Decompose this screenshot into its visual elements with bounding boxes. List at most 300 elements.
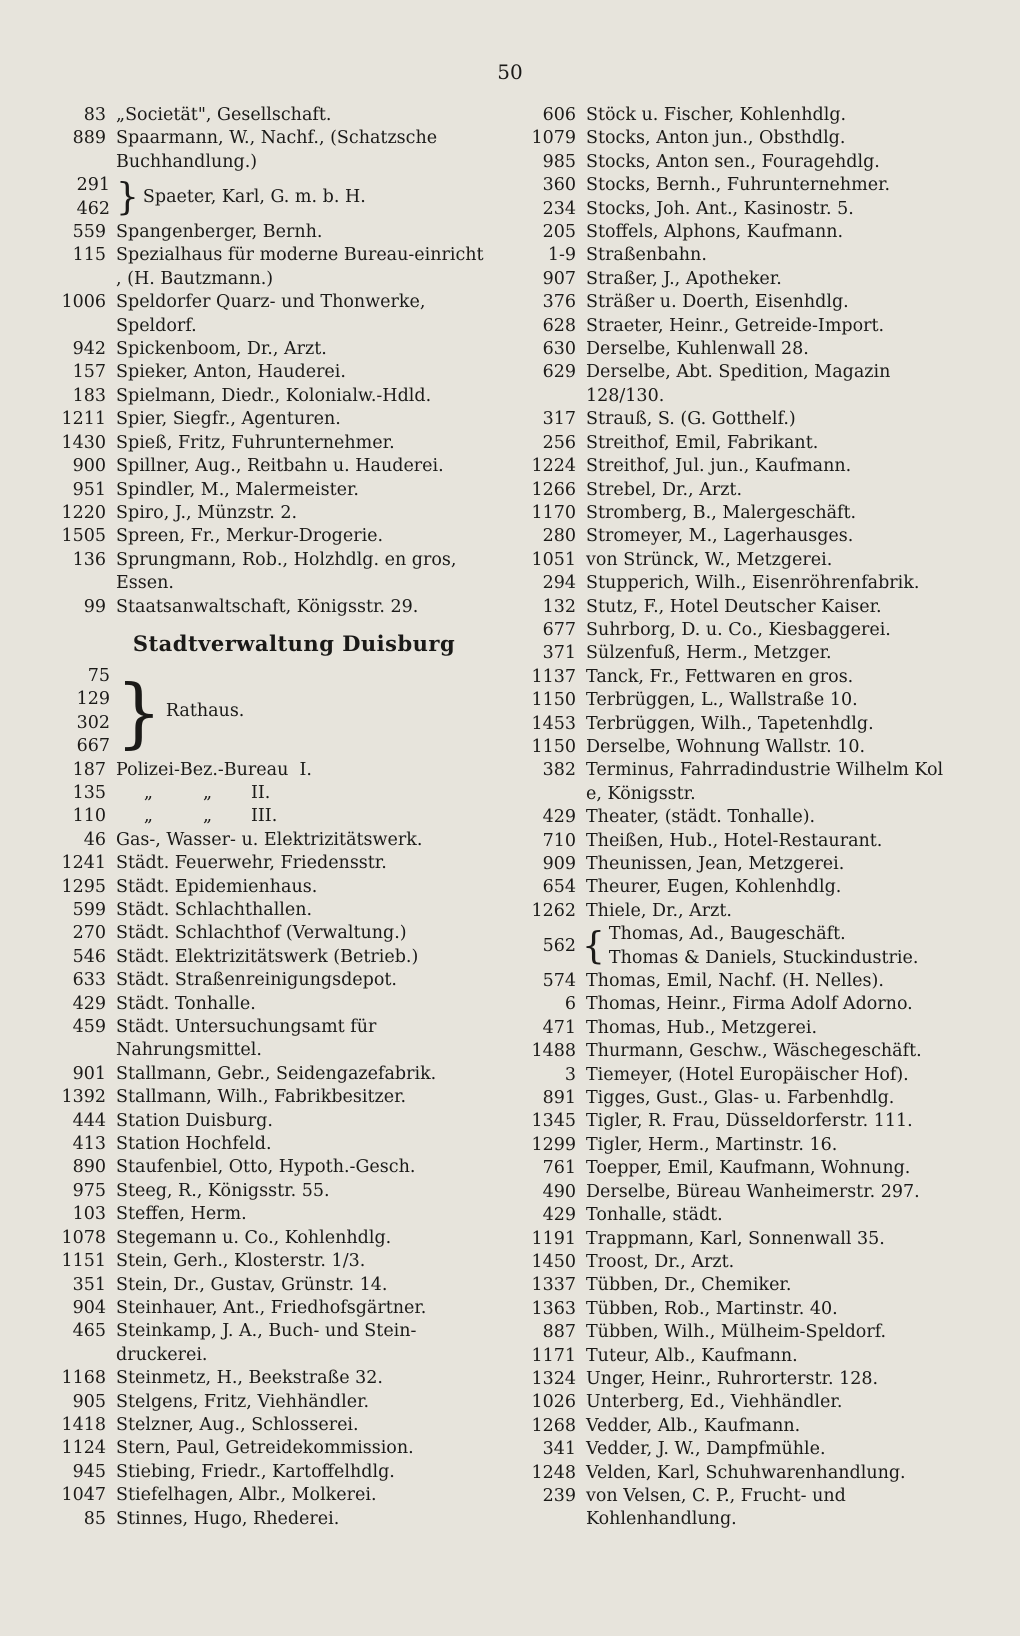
directory-entry <box>520 1321 962 1344</box>
entry-text: Thomas, Heinr., Firma Adolf Adorno. <box>586 994 913 1015</box>
entry-number: 291 <box>76 175 110 196</box>
directory-entry <box>520 1181 962 1204</box>
directory-entry <box>520 151 962 174</box>
entry-number: 382 <box>542 760 576 781</box>
entry-text: Theißen, Hub., Hotel-Restaurant. <box>586 830 883 851</box>
directory-entry <box>54 432 494 455</box>
entry-text: Toepper, Emil, Kaufmann, Wohnung. <box>586 1158 911 1179</box>
entry-text: Theurer, Eugen, Kohlenhdlg. <box>586 877 842 898</box>
directory-entry <box>520 572 962 595</box>
directory-entry <box>54 127 494 174</box>
entry-text: Tanck, Fr., Fettwaren en gros. <box>586 666 854 687</box>
entry-number: 891 <box>542 1088 576 1109</box>
entry-number: 890 <box>72 1157 106 1178</box>
entry-number: 459 <box>72 1017 106 1038</box>
directory-entry <box>520 993 962 1016</box>
directory-entry <box>54 1320 494 1367</box>
entry-text: Spier, Siegfr., Agenturen. <box>116 409 341 430</box>
entry-number: 341 <box>542 1439 576 1460</box>
grouped-entry <box>54 174 494 221</box>
entry-text: Theunissen, Jean, Metzgerei. <box>586 854 845 874</box>
entry-text: Terminus, Fahrradindustrie Wilhelm Kol e, Königsstr. <box>586 760 949 804</box>
entry-text: Tübben, Dr., Chemiker. <box>586 1275 792 1296</box>
directory-entry <box>520 853 962 876</box>
entry-number: 1266 <box>531 479 576 500</box>
directory-entry <box>54 291 494 338</box>
entry-text: Stromeyer, M., Lagerhausges. <box>586 526 854 547</box>
directory-entry <box>520 338 962 361</box>
entry-number: 945 <box>72 1461 106 1482</box>
directory-entry <box>520 268 962 291</box>
entry-number: 270 <box>72 923 106 944</box>
entry-text: Städt. Elektrizitätswerk (Betrieb.) <box>116 946 419 967</box>
directory-entry <box>520 1228 962 1251</box>
entry-number: 256 <box>542 432 576 453</box>
entry-text: von Strünck, W., Metzgerei. <box>586 549 833 570</box>
directory-entry <box>520 198 962 221</box>
directory-entry <box>520 549 962 572</box>
entry-number: 907 <box>542 268 576 289</box>
directory-entry <box>520 525 962 548</box>
entry-text: Spangenberger, Bernh. <box>116 222 323 243</box>
directory-entry <box>54 1461 494 1484</box>
entry-number: 103 <box>72 1204 106 1225</box>
entry-number: 1151 <box>61 1251 106 1272</box>
entry-text: Vedder, J. W., Dampfmühle. <box>586 1439 826 1460</box>
entry-text: Thomas, Hub., Metzgerei. <box>586 1017 818 1038</box>
directory-entry <box>54 338 494 361</box>
entry-text: Stöck u. Fischer, Kohlenhdlg. <box>586 105 847 125</box>
directory-entry <box>54 805 494 828</box>
entry-number: 667 <box>76 736 110 757</box>
entry-number: 280 <box>542 526 576 547</box>
entry-text: Velden, Karl, Schuhwarenhandlung. <box>586 1462 906 1483</box>
entry-text: Stocks, Anton sen., Fouragehdlg. <box>586 151 880 172</box>
directory-entry <box>520 455 962 478</box>
entry-text: Tuteur, Alb., Kaufmann. <box>586 1345 798 1366</box>
entry-text: Polizei-Bez.-Bureau I. <box>116 759 312 780</box>
grouped-entry <box>520 923 962 970</box>
directory-entry <box>54 385 494 408</box>
directory-entry <box>520 1110 962 1133</box>
entry-text: Thomas & Daniels, Stuckindustrie. <box>608 947 919 968</box>
directory-entry <box>54 759 494 782</box>
directory-entry <box>520 1251 962 1274</box>
entry-number: 115 <box>72 245 106 266</box>
entry-text: Stoffels, Alphons, Kaufmann. <box>586 222 844 243</box>
directory-entry <box>520 174 962 197</box>
directory-entry <box>54 525 494 548</box>
entry-number: 909 <box>542 854 576 874</box>
directory-entry <box>520 876 962 899</box>
entry-text: Straßenbahn. <box>586 245 707 266</box>
entry-text: „ „ III. <box>116 806 278 827</box>
entry-number: 444 <box>72 1110 106 1131</box>
entry-text: Thiele, Dr., Arzt. <box>586 900 732 921</box>
entry-text: Staatsanwaltschaft, Königsstr. 29. <box>116 596 419 617</box>
entry-number: 1026 <box>531 1392 576 1413</box>
directory-entry <box>520 1298 962 1321</box>
directory-entry <box>520 689 962 712</box>
directory-entry <box>520 1040 962 1063</box>
directory-entry <box>54 1367 494 1390</box>
directory-entry <box>520 1391 962 1414</box>
entry-text: Troost, Dr., Arzt. <box>586 1251 735 1272</box>
directory-entry <box>54 1016 494 1063</box>
entry-text: Städt. Schlachthof (Verwaltung.) <box>116 923 407 944</box>
entry-number: 132 <box>542 596 576 617</box>
entry-number: 1171 <box>531 1345 576 1366</box>
directory-entry <box>54 221 494 244</box>
entry-number: 360 <box>542 175 576 196</box>
entry-number: 83 <box>83 105 106 125</box>
directory-entry <box>520 596 962 619</box>
entry-text: Trappmann, Karl, Sonnenwall 35. <box>586 1228 885 1249</box>
section-heading: Stadtverwaltung Duisburg <box>132 630 456 656</box>
entry-number: 135 <box>72 782 106 803</box>
directory-entry <box>520 104 962 127</box>
directory-entry <box>520 1017 962 1040</box>
directory-entry <box>520 1368 962 1391</box>
directory-entry <box>54 549 494 596</box>
directory-entry <box>54 852 494 875</box>
entry-number: 1211 <box>61 409 106 430</box>
directory-entry <box>54 104 494 127</box>
directory-entry <box>54 1414 494 1437</box>
directory-entry <box>520 127 962 150</box>
entry-number: 413 <box>72 1134 106 1155</box>
entry-number: 205 <box>542 222 576 243</box>
directory-entry <box>520 759 962 806</box>
entry-number: 1150 <box>531 690 576 711</box>
entry-text: Stallmann, Gebr., Seidengazefabrik. <box>116 1063 437 1084</box>
entry-text: Städt. Tonhalle. <box>116 993 256 1014</box>
entry-text: Rathaus. <box>165 701 245 722</box>
entry-text: Derselbe, Büreau Wanheimerstr. 297. <box>586 1181 920 1202</box>
entry-text: Vedder, Alb., Kaufmann. <box>586 1415 801 1436</box>
entry-number: 1505 <box>61 526 106 547</box>
entry-number: 1241 <box>61 853 106 874</box>
entry-text: Sträßer u. Doerth, Eisenhdlg. <box>586 292 849 313</box>
entry-number: 129 <box>76 689 110 710</box>
directory-entry <box>520 736 962 759</box>
entry-number: 302 <box>76 712 110 733</box>
entry-text: Stallmann, Wilh., Fabrikbesitzer. <box>116 1087 407 1108</box>
entry-number: 559 <box>72 222 106 243</box>
right-column <box>520 104 962 1532</box>
entry-number: 1392 <box>61 1087 106 1108</box>
directory-entry <box>520 1204 962 1227</box>
entry-text: Streithof, Jul. jun., Kaufmann. <box>586 456 852 477</box>
entry-number: 1-9 <box>547 245 576 266</box>
entry-number: 1224 <box>531 456 576 477</box>
entry-number: 985 <box>542 151 576 172</box>
entry-text: Tübben, Rob., Martinstr. 40. <box>586 1298 838 1319</box>
directory-entry <box>54 1180 494 1203</box>
entry-text: Stelzner, Aug., Schlosserei. <box>116 1414 359 1435</box>
entry-text: Sülzenfuß, Herm., Metzger. <box>586 643 832 664</box>
entry-text: Stein, Gerh., Klosterstr. 1/3. <box>116 1251 366 1272</box>
entry-number: 351 <box>72 1274 106 1295</box>
directory-entry <box>520 1345 962 1368</box>
directory-entry <box>54 1156 494 1179</box>
entry-number: 429 <box>542 1205 576 1226</box>
directory-entry <box>520 666 962 689</box>
directory-entry <box>54 1086 494 1109</box>
entry-number: 234 <box>542 198 576 219</box>
directory-entry <box>520 1274 962 1297</box>
entry-text: Spickenboom, Dr., Arzt. <box>116 339 327 360</box>
entry-number: 761 <box>542 1158 576 1179</box>
directory-entry <box>520 361 962 408</box>
entry-text: Spielmann, Diedr., Kolonialw.-Hdld. <box>116 385 432 406</box>
entry-text: Steinmetz, H., Beekstraße 32. <box>116 1368 383 1389</box>
entry-number: 1299 <box>531 1134 576 1155</box>
entry-number: 429 <box>542 807 576 828</box>
entry-number: 46 <box>83 829 106 850</box>
directory-entry <box>54 1250 494 1273</box>
directory-entry <box>520 244 962 267</box>
directory-entry <box>54 1133 494 1156</box>
entry-text: von Velsen, C. P., Frucht- und Kohlenhandlung. <box>586 1485 852 1530</box>
entry-text: Städt. Feuerwehr, Friedensstr. <box>116 853 387 874</box>
entry-text: „Societät", Gesellschaft. <box>116 105 332 125</box>
directory-entry <box>54 782 494 805</box>
entry-text: Städt. Untersuchungsamt für Nahrungsmittel. <box>116 1017 382 1061</box>
directory-entry <box>520 619 962 642</box>
entry-number: 157 <box>72 362 106 383</box>
directory-entry <box>54 1274 494 1297</box>
entry-number: 1337 <box>531 1275 576 1296</box>
directory-entry <box>54 946 494 969</box>
brace-icon: } <box>116 175 139 219</box>
entry-number: 1248 <box>531 1462 576 1483</box>
entry-text: Tigler, R. Frau, Düsseldorferstr. 111. <box>586 1111 913 1132</box>
directory-entry <box>520 1157 962 1180</box>
entry-text: Tonhalle, städt. <box>586 1205 723 1226</box>
directory-entry <box>54 1110 494 1133</box>
directory-entry <box>520 900 962 923</box>
entry-text: Städt. Straßenreinigungsdepot. <box>116 970 397 991</box>
entry-number: 628 <box>542 315 576 336</box>
entry-text: Tübben, Wilh., Mülheim-Speldorf. <box>586 1322 887 1343</box>
entry-number: 1430 <box>61 432 106 453</box>
entry-number: 1418 <box>61 1414 106 1435</box>
entry-number: 317 <box>542 409 576 430</box>
directory-entry <box>54 479 494 502</box>
entry-number: 187 <box>72 759 106 780</box>
entry-numbers <box>54 665 116 759</box>
entry-text: Thomas, Ad., Baugeschäft. <box>608 924 846 945</box>
entry-number: 633 <box>72 970 106 991</box>
entry-number: 904 <box>72 1297 106 1318</box>
entry-number: 1170 <box>531 502 576 523</box>
entry-number: 629 <box>542 362 576 383</box>
directory-entry <box>54 408 494 431</box>
entry-number: 471 <box>542 1017 576 1038</box>
entry-number: 1450 <box>531 1251 576 1272</box>
entry-text: Stegemann u. Co., Kohlenhdlg. <box>116 1227 392 1248</box>
entry-number: 1220 <box>61 502 106 523</box>
entry-text: Stocks, Bernh., Fuhrunternehmer. <box>586 175 891 196</box>
entry-text: Unger, Heinr., Ruhrorterstr. 128. <box>586 1368 879 1389</box>
entry-number: 1124 <box>61 1438 106 1459</box>
entry-number: 136 <box>72 549 106 570</box>
entry-number: 110 <box>72 806 106 827</box>
directory-entry <box>520 1087 962 1110</box>
entry-number: 1051 <box>531 549 576 570</box>
directory-entry <box>520 1064 962 1087</box>
directory-entry <box>54 1297 494 1320</box>
entry-number: 1345 <box>531 1111 576 1132</box>
entry-number: 975 <box>72 1180 106 1201</box>
entry-number: 1006 <box>61 292 106 313</box>
entry-number: 429 <box>72 993 106 1014</box>
entry-text: Spieß, Fritz, Fuhrunternehmer. <box>116 432 395 453</box>
entry-text: Stupperich, Wilh., Eisenröhrenfabrik. <box>586 573 920 594</box>
directory-entry <box>520 479 962 502</box>
entry-number: 99 <box>83 596 106 617</box>
entry-number: 465 <box>72 1321 106 1342</box>
brace-icon: { <box>582 924 605 968</box>
entry-text: Spiro, J., Münzstr. 2. <box>116 502 298 523</box>
entry-text: Derselbe, Abt. Spedition, Magazin 128/130. <box>586 362 896 406</box>
entry-number: 900 <box>72 456 106 477</box>
directory-entry <box>520 713 962 736</box>
entry-text: Derselbe, Wohnung Wallstr. 10. <box>586 736 866 757</box>
entry-text: Stiefelhagen, Albr., Molkerei. <box>116 1485 377 1506</box>
entry-number: 887 <box>542 1322 576 1343</box>
entry-text: Steffen, Herm. <box>116 1204 247 1225</box>
entry-text: Spindler, M., Malermeister. <box>116 479 359 500</box>
entry-text: Terbrüggen, Wilh., Tapetenhdlg. <box>586 713 874 734</box>
entry-text: Gas-, Wasser- u. Elektrizitätswerk. <box>116 829 423 850</box>
entry-text: Suhrborg, D. u. Co., Kiesbaggerei. <box>586 619 891 640</box>
entry-number: 1079 <box>531 128 576 149</box>
entry-text: Steinhauer, Ant., Friedhofsgärtner. <box>116 1297 427 1318</box>
directory-entry <box>520 1438 962 1461</box>
entry-number: 462 <box>76 198 110 219</box>
entry-text: Staufenbiel, Otto, Hypoth.-Gesch. <box>116 1157 416 1178</box>
entry-text: Stocks, Joh. Ant., Kasinostr. 5. <box>586 198 854 219</box>
entry-number: 901 <box>72 1063 106 1084</box>
directory-entry <box>54 1063 494 1086</box>
directory-entry <box>54 244 494 291</box>
directory-entry <box>54 899 494 922</box>
entry-number: 294 <box>542 573 576 594</box>
entry-number: 574 <box>542 971 576 992</box>
entry-text: Steeg, R., Königsstr. 55. <box>116 1180 330 1201</box>
entry-text: Städt. Schlachthallen. <box>116 900 313 920</box>
entry-number: 3 <box>564 1064 576 1085</box>
entry-text: Straßer, J., Apotheker. <box>586 268 782 289</box>
entry-number: 546 <box>72 946 106 967</box>
entry-text: Spaeter, Karl, G. m. b. H. <box>142 186 366 207</box>
entry-number: 1137 <box>531 666 576 687</box>
entry-text: Spreen, Fr., Merkur-Drogerie. <box>116 526 384 547</box>
entry-text: Tiemeyer, (Hotel Europäischer Hof). <box>586 1064 909 1085</box>
entry-lines <box>609 923 962 970</box>
directory-entry <box>520 1485 962 1532</box>
entry-text: Tigges, Gust., Glas- u. Farbenhdlg. <box>586 1088 895 1109</box>
entry-text: Stelgens, Fritz, Viehhändler. <box>116 1391 370 1412</box>
page-number: 50 <box>497 60 523 84</box>
entry-text: Spaarmann, W., Nachf., (Schatzsche Buchhandlung.) <box>116 128 443 172</box>
entry-text: Stutz, F., Hotel Deutscher Kaiser. <box>586 596 882 617</box>
directory-entry <box>520 830 962 853</box>
directory-entry <box>520 1462 962 1485</box>
entry-number: 490 <box>542 1181 576 1202</box>
entry-text: Tigler, Herm., Martinstr. 16. <box>586 1134 838 1155</box>
entry-text: Station Hochfeld. <box>116 1134 272 1155</box>
entry-text: „ „ II. <box>116 782 271 803</box>
entry-number: 1262 <box>531 900 576 921</box>
directory-entry <box>520 315 962 338</box>
entry-number: 1363 <box>531 1298 576 1319</box>
entry-text: Speldorfer Quarz- und Thonwerke, Speldorf. <box>116 292 431 336</box>
directory-entry <box>520 502 962 525</box>
directory-entry <box>520 806 962 829</box>
entry-text: Straeter, Heinr., Getreide-Import. <box>586 315 885 336</box>
directory-entry <box>54 1203 494 1226</box>
entry-number: 951 <box>72 479 106 500</box>
entry-number: 562 <box>542 935 576 956</box>
directory-entry <box>54 969 494 992</box>
entry-text: Station Duisburg. <box>116 1110 273 1131</box>
entry-numbers <box>520 935 582 958</box>
directory-entry <box>54 361 494 384</box>
entry-text: Stocks, Anton jun., Obsthdlg. <box>586 128 846 149</box>
directory-entry <box>520 291 962 314</box>
directory-entry <box>520 642 962 665</box>
entry-number: 1324 <box>531 1368 576 1389</box>
directory-entry <box>54 455 494 478</box>
entry-number: 371 <box>542 643 576 664</box>
entry-text: Terbrüggen, L., Wallstraße 10. <box>586 690 858 711</box>
directory-entry <box>520 970 962 993</box>
entry-numbers <box>54 174 116 221</box>
directory-entry <box>54 993 494 1016</box>
entry-number: 376 <box>542 292 576 313</box>
entry-number: 85 <box>83 1508 106 1529</box>
left-column <box>54 104 494 1531</box>
entry-text: Strauß, S. (G. Gotthelf.) <box>586 409 796 430</box>
entry-text: Thurmann, Geschw., Wäschegeschäft. <box>586 1041 922 1062</box>
entry-number: 710 <box>542 830 576 851</box>
directory-entry <box>54 876 494 899</box>
directory-entry <box>54 1391 494 1414</box>
directory-entry <box>54 1437 494 1460</box>
entry-number: 1488 <box>531 1041 576 1062</box>
entry-text: Stein, Dr., Gustav, Grünstr. 14. <box>116 1274 388 1295</box>
entry-text: Stromberg, B., Malergeschäft. <box>586 502 857 523</box>
entry-number: 1453 <box>531 713 576 734</box>
entry-number: 942 <box>72 339 106 360</box>
directory-entry <box>54 829 494 852</box>
entry-number: 677 <box>542 619 576 640</box>
entry-text: Sprungmann, Rob., Holzhdlg. en gros, Essen. <box>116 549 463 594</box>
entry-text: Steinkamp, J. A., Buch- und Stein-druckerei. <box>116 1321 417 1365</box>
entry-number: 630 <box>542 339 576 360</box>
entry-number: 606 <box>542 105 576 125</box>
entry-number: 1191 <box>531 1228 576 1249</box>
brace-icon: } <box>116 667 162 756</box>
directory-entry <box>54 922 494 945</box>
directory-entry <box>520 1134 962 1157</box>
entry-number: 1295 <box>61 876 106 897</box>
directory-entry <box>520 408 962 431</box>
entry-number: 1047 <box>61 1485 106 1506</box>
